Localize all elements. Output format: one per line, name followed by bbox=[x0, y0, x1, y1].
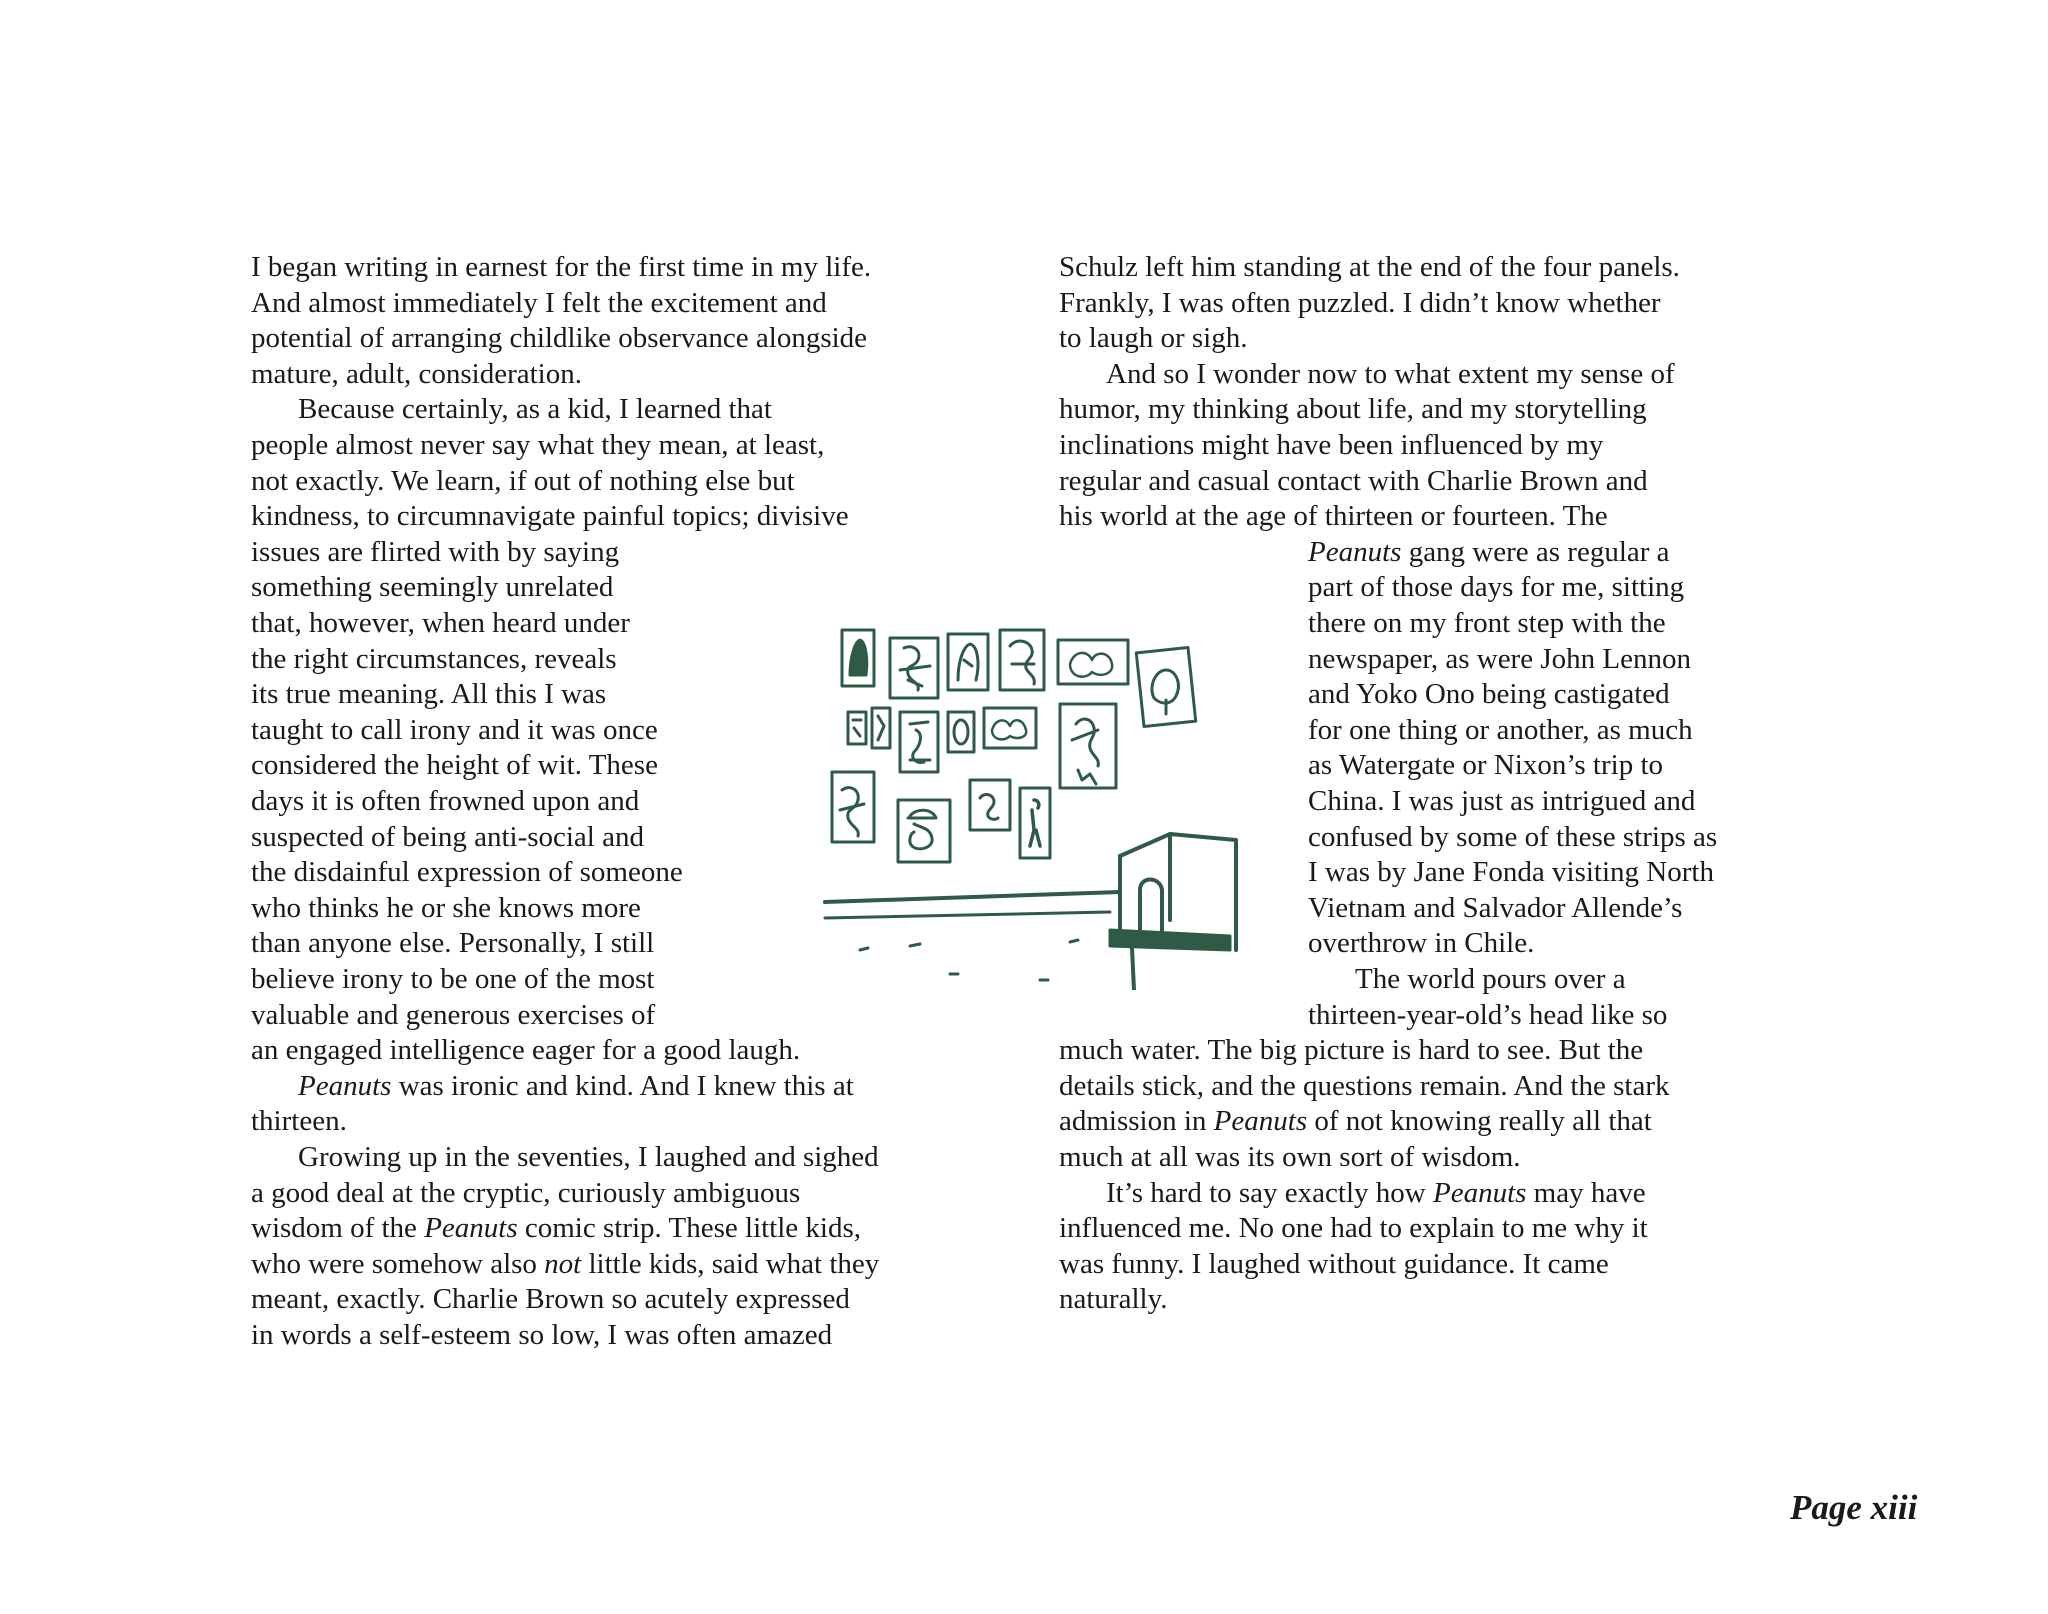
italic-run: Peanuts bbox=[424, 1212, 518, 1245]
text-run: details stick, and the questions remain. And the stark bbox=[1059, 1069, 1670, 1102]
text-run: The world pours over a bbox=[1355, 963, 1626, 995]
text-run: Growing up in the seventies, I laughed and sighed bbox=[298, 1141, 879, 1173]
text-run: And so I wonder now to what extent my sense of bbox=[1106, 357, 1675, 390]
text-line bbox=[251, 1176, 800, 1212]
text-line bbox=[1308, 748, 1663, 784]
text-line bbox=[1059, 1069, 1670, 1105]
text-line bbox=[251, 642, 617, 678]
italic-run: Peanuts bbox=[298, 1069, 392, 1102]
text-line bbox=[251, 321, 867, 357]
text-line bbox=[251, 891, 641, 927]
text-line bbox=[1059, 1033, 1643, 1069]
text-run: issues are flirted with by saying bbox=[251, 535, 620, 568]
text-run: kindness, to circumnavigate painful topics; divisive bbox=[251, 500, 849, 533]
italic-run: Peanuts bbox=[1213, 1105, 1308, 1138]
text-line bbox=[251, 570, 613, 606]
text-run: influenced me. No one had to explain to me why it bbox=[1059, 1212, 1648, 1245]
text-run: I began writing in earnest for the first time in my life. bbox=[251, 251, 872, 283]
text-run: inclinations might have been influenced by my bbox=[1059, 429, 1604, 461]
framed-picture bbox=[970, 780, 1010, 830]
text-line bbox=[1059, 286, 1661, 322]
text-run: Vietnam and Salvador Allende’s bbox=[1308, 891, 1683, 924]
text-run: potential of arranging childlike observance alongside bbox=[251, 322, 868, 355]
framed-picture bbox=[1000, 630, 1044, 690]
text-line bbox=[1106, 357, 1675, 393]
text-run: suspected of being anti-social and bbox=[251, 820, 644, 853]
text-line bbox=[1308, 642, 1691, 678]
text-line bbox=[298, 392, 772, 428]
text-line bbox=[251, 250, 871, 286]
text-line bbox=[1059, 1282, 1167, 1318]
text-run: wisdom of the bbox=[251, 1212, 425, 1245]
text-run: its true meaning. All this I was bbox=[251, 678, 607, 711]
framed-picture bbox=[1136, 647, 1195, 726]
text-line bbox=[1059, 250, 1680, 286]
text-run: to laugh or sigh. bbox=[1059, 322, 1248, 355]
framed-picture bbox=[1058, 640, 1128, 684]
text-line bbox=[1059, 1104, 1652, 1140]
text-run: And almost immediately I felt the excitement and bbox=[251, 286, 827, 319]
text-line bbox=[251, 428, 824, 464]
framed-picture bbox=[1060, 704, 1116, 788]
text-run: was ironic and kind. And I knew this at bbox=[391, 1069, 854, 1102]
text-run: admission in bbox=[1059, 1105, 1214, 1138]
text-run: gang were as regular a bbox=[1401, 535, 1670, 568]
text-line bbox=[1355, 962, 1626, 998]
framed-picture bbox=[848, 712, 866, 744]
text-run: and Yoko Ono being castigated bbox=[1308, 678, 1670, 711]
text-run: as Watergate or Nixon’s trip to bbox=[1308, 749, 1663, 782]
text-line bbox=[1308, 713, 1693, 749]
text-line bbox=[251, 464, 795, 500]
framed-picture bbox=[948, 634, 988, 690]
text-run: comic strip. These little kids, bbox=[517, 1212, 862, 1245]
framed-picture bbox=[900, 712, 938, 772]
text-line bbox=[1059, 1247, 1609, 1283]
text-run: much water. The big picture is hard to see. But the bbox=[1059, 1034, 1644, 1067]
text-run: considered the height of wit. These bbox=[251, 749, 658, 782]
text-run: the right circumstances, reveals bbox=[251, 642, 617, 675]
text-line bbox=[251, 1247, 879, 1283]
text-line bbox=[1308, 606, 1666, 642]
text-run: valuable and generous exercises of bbox=[251, 998, 656, 1031]
gallery-wall-sketch-icon bbox=[820, 620, 1260, 990]
text-run: was funny. I laughed without guidance. It came bbox=[1059, 1247, 1609, 1280]
text-run: who thinks he or she knows more bbox=[251, 891, 641, 924]
text-line bbox=[251, 286, 827, 322]
text-run: of not knowing really all that bbox=[1307, 1105, 1652, 1138]
text-run: overthrow in Chile. bbox=[1308, 927, 1535, 960]
text-run: than anyone else. Personally, I still bbox=[251, 927, 655, 960]
italic-run: Peanuts bbox=[1308, 535, 1402, 568]
text-line bbox=[1059, 1140, 1521, 1176]
text-line bbox=[298, 1140, 879, 1176]
text-run: something seemingly unrelated bbox=[251, 571, 614, 604]
text-line bbox=[1308, 998, 1667, 1034]
framed-picture bbox=[842, 630, 874, 686]
text-run: who were somehow also bbox=[251, 1247, 545, 1280]
text-run: China. I was just as intrigued and bbox=[1308, 785, 1696, 817]
text-run: people almost never say what they mean, at least, bbox=[251, 429, 825, 461]
text-line bbox=[251, 1318, 832, 1354]
framed-picture bbox=[984, 708, 1036, 748]
text-run: days it is often frowned upon and bbox=[251, 785, 640, 817]
text-run: I was by Jane Fonda visiting North bbox=[1308, 856, 1714, 889]
text-line bbox=[251, 535, 619, 571]
text-line bbox=[1059, 392, 1647, 428]
text-line bbox=[251, 748, 658, 784]
text-line bbox=[251, 926, 654, 962]
italic-run: not bbox=[544, 1247, 582, 1280]
text-line bbox=[251, 1104, 347, 1140]
framed-picture bbox=[898, 800, 950, 862]
text-line bbox=[1308, 926, 1534, 962]
text-run: his world at the age of thirteen or fourteen. The bbox=[1059, 500, 1608, 533]
text-line bbox=[251, 606, 630, 642]
text-run: regular and casual contact with Charlie Brown and bbox=[1059, 464, 1648, 497]
text-line bbox=[1059, 321, 1248, 357]
text-run: that, however, when heard under bbox=[251, 607, 630, 639]
text-line bbox=[251, 855, 683, 891]
text-line bbox=[251, 357, 582, 393]
text-line bbox=[1308, 855, 1714, 891]
text-run: humor, my thinking about life, and my storytelling bbox=[1059, 393, 1647, 426]
text-line bbox=[298, 1069, 854, 1105]
text-line bbox=[251, 962, 654, 998]
framed-picture bbox=[872, 708, 890, 748]
text-run: taught to call irony and it was once bbox=[251, 713, 658, 746]
text-line bbox=[1059, 428, 1603, 464]
text-line bbox=[251, 677, 606, 713]
text-run: an engaged intelligence eager for a good laugh. bbox=[251, 1034, 801, 1067]
text-run: there on my front step with the bbox=[1308, 607, 1666, 639]
framed-picture bbox=[890, 638, 938, 698]
text-run: mature, adult, consideration. bbox=[251, 357, 582, 390]
text-line bbox=[1308, 891, 1682, 927]
text-line bbox=[251, 784, 639, 820]
text-run: It’s hard to say exactly how bbox=[1106, 1176, 1433, 1209]
text-run: believe irony to be one of the most bbox=[251, 963, 655, 995]
fireplace-sketch bbox=[1110, 834, 1236, 990]
text-run: Because certainly, as a kid, I learned that bbox=[298, 393, 772, 426]
text-line bbox=[251, 998, 655, 1034]
text-run: Schulz left him standing at the end of the four panels. bbox=[1059, 251, 1680, 283]
text-run: part of those days for me, sitting bbox=[1308, 571, 1685, 604]
framed-picture bbox=[1020, 788, 1050, 858]
text-line bbox=[251, 820, 644, 856]
text-run: thirteen-year-old’s head like so bbox=[1308, 998, 1668, 1031]
text-run: newspaper, as were John Lennon bbox=[1308, 642, 1691, 675]
text-run: confused by some of these strips as bbox=[1308, 820, 1718, 853]
text-run: not exactly. We learn, if out of nothing else but bbox=[251, 464, 795, 497]
text-line bbox=[1308, 820, 1717, 856]
framed-picture bbox=[948, 712, 974, 752]
text-run: much at all was its own sort of wisdom. bbox=[1059, 1141, 1521, 1173]
page-number: Page xiii bbox=[1790, 1488, 1918, 1527]
text-run: naturally. bbox=[1059, 1283, 1168, 1316]
text-line bbox=[1308, 677, 1670, 713]
text-line bbox=[1059, 464, 1648, 500]
framed-picture bbox=[832, 772, 874, 842]
text-line bbox=[1308, 784, 1695, 820]
text-line bbox=[1059, 499, 1608, 535]
text-run: may have bbox=[1526, 1176, 1646, 1209]
text-run: meant, exactly. Charlie Brown so acutely expressed bbox=[251, 1283, 850, 1316]
text-line bbox=[251, 1211, 861, 1247]
italic-run: Peanuts bbox=[1432, 1176, 1527, 1209]
text-run: little kids, said what they bbox=[581, 1247, 880, 1280]
text-run: for one thing or another, as much bbox=[1308, 713, 1693, 746]
text-run: Frankly, I was often puzzled. I didn’t know whether bbox=[1059, 286, 1661, 319]
text-line bbox=[1308, 570, 1684, 606]
text-run: the disdainful expression of someone bbox=[251, 856, 683, 889]
text-run: in words a self-esteem so low, I was often amazed bbox=[251, 1319, 833, 1351]
text-line bbox=[1059, 1211, 1648, 1247]
text-line bbox=[251, 499, 849, 535]
text-line bbox=[251, 1282, 850, 1318]
text-line bbox=[1308, 535, 1670, 571]
text-line bbox=[1106, 1176, 1646, 1212]
text-line bbox=[251, 1033, 800, 1069]
text-run: a good deal at the cryptic, curiously ambiguous bbox=[251, 1176, 801, 1209]
text-run: thirteen. bbox=[251, 1105, 347, 1138]
text-line bbox=[251, 713, 658, 749]
